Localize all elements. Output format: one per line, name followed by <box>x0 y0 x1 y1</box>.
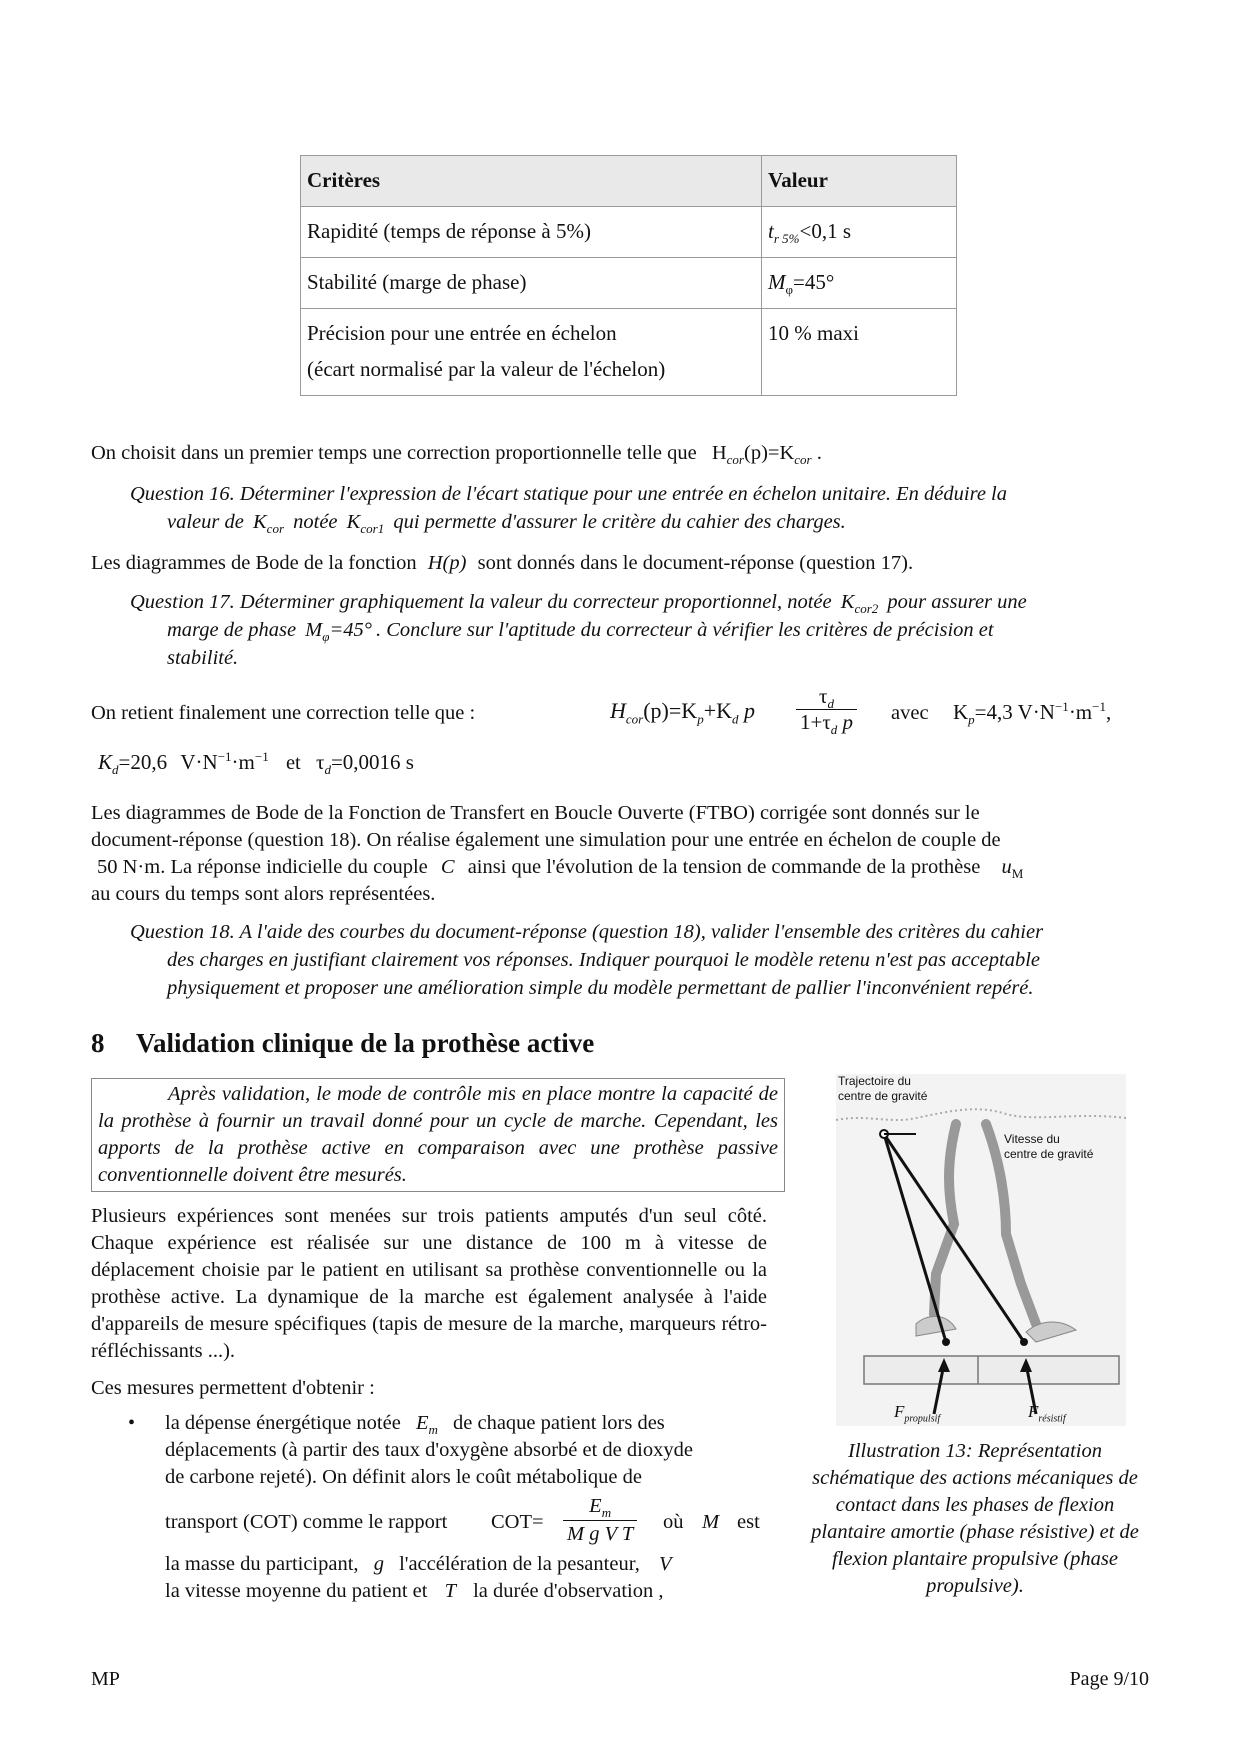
caption-l2: schématique des actions mécaniques de <box>812 1467 1138 1489</box>
cot-den: M g V T <box>567 1523 634 1545</box>
q18-l3: physiquement et proposer une amélioration simple du modèle permettant de pallier l'inconvénient repéré. <box>167 977 1034 999</box>
kdv-exp2: −1 <box>254 749 269 764</box>
left-contact-point <box>942 1338 950 1346</box>
p4-c: C <box>440 856 455 878</box>
f-sub2: cor <box>794 452 812 468</box>
k-sub: cor <box>266 521 285 537</box>
bullet-l1 <box>165 1410 767 1437</box>
criterion-line1: Précision pour une entrée en échelon <box>307 321 617 345</box>
b-l1a: la dépense énergétique notée <box>165 1412 401 1434</box>
b-cot: COT= <box>491 1511 544 1533</box>
b-l5a: la masse du participant, <box>165 1553 359 1575</box>
paragraph-ftbo <box>91 800 1149 908</box>
b-l4b: où <box>663 1511 684 1533</box>
p4-torque: 50 N·m <box>97 856 161 878</box>
kpv-m: ·m <box>1068 700 1093 724</box>
q17-label: Question 17. <box>130 591 235 613</box>
b-em <box>415 1412 438 1438</box>
p2-a: Les diagrammes de Bode de la fonction <box>91 552 417 574</box>
value-rest: =45° <box>793 270 835 294</box>
bullet-l4 <box>165 1491 767 1551</box>
b-l4c: est <box>737 1511 760 1533</box>
footer-left: MP <box>91 1668 120 1690</box>
force-platform <box>864 1356 1119 1384</box>
b-g: g <box>373 1553 384 1575</box>
b-cot-frac <box>563 1493 637 1548</box>
k-var: K <box>252 511 267 533</box>
caption-l3: contact dans les phases de flexion <box>835 1494 1115 1516</box>
fp-sub: propulsif <box>904 1413 941 1425</box>
b-m: M <box>702 1511 720 1533</box>
criteria-table <box>300 155 957 396</box>
b-e: E <box>415 1412 429 1434</box>
intro-text: Après validation, le mode de contrôle mis en place montre la capacité de la prothèse à fournir un travail donné pour un cycle de marche. Cependant, les apports de la prothèse active en comparaison avec une prothèse passive conventionnelle doivent être mesurés. <box>98 1083 778 1186</box>
cf-hsub: cor <box>625 711 644 727</box>
cot-e: E <box>589 1495 602 1517</box>
b-v: V <box>658 1553 672 1575</box>
p2-func: H(p) <box>427 552 467 574</box>
fr-sub: résistif <box>1038 1413 1066 1425</box>
trajectory-line <box>836 1109 1126 1120</box>
bullet-symbol: • <box>128 1412 136 1434</box>
p4-l3 <box>91 854 1149 881</box>
table-cell-value: 10 % maxi <box>762 309 957 396</box>
left-force-line <box>884 1134 946 1342</box>
var-t: t <box>768 219 774 243</box>
kpv-rest: =4,3 V·N <box>974 700 1055 724</box>
cf-h: H <box>610 698 626 723</box>
b-esub: m <box>428 1422 438 1438</box>
kdv-exp1: −1 <box>217 749 232 764</box>
section-number: 8 <box>91 1028 105 1058</box>
criterion-line2: (écart normalisé par la valeur de l'échelon) <box>307 357 666 381</box>
q17-b: pour assurer une <box>887 591 1027 613</box>
kdv-sub: d <box>112 762 119 778</box>
cot-num <box>563 1493 637 1521</box>
b-l1b: de chaque patient lors des <box>453 1412 665 1434</box>
table-cell-criterion <box>301 309 762 396</box>
bullet-l3: de carbone rejeté). On définit alors le coût métabolique de <box>165 1466 642 1488</box>
caption-l5: flexion plantaire propulsive (phase <box>832 1548 1118 1570</box>
p1-formula <box>711 442 822 468</box>
paragraph-correction <box>91 684 1151 740</box>
table-cell-value <box>762 207 957 258</box>
q17-line2 <box>130 616 1149 644</box>
question-18 <box>130 918 1149 1002</box>
caption-l6: propulsive). <box>926 1575 1024 1597</box>
q17-l2a: marge de phase <box>167 619 297 641</box>
trajectory-label <box>838 1074 927 1104</box>
table-cell-value <box>762 258 957 309</box>
kpv-comma: , <box>1105 700 1112 724</box>
p4-l3c: ainsi que l'évolution de la tension de commande de la prothèse <box>467 856 981 878</box>
p3-avec: avec <box>891 702 929 724</box>
intro-box <box>91 1078 785 1192</box>
den-a: 1+τ <box>800 710 831 734</box>
p2-b: sont donnés dans le document-réponse (question 17). <box>477 552 914 574</box>
tau-num: τ <box>819 684 828 708</box>
caption-l1: Illustration 13: Représentation <box>848 1440 1102 1462</box>
b-l4a: transport (COT) comme le rapport <box>165 1511 448 1533</box>
kpv-sub: p <box>968 712 975 728</box>
p4-u: u <box>1001 856 1012 878</box>
b-l5b: l'accélération de la pesanteur, <box>399 1553 640 1575</box>
question-17 <box>130 588 1149 672</box>
frac-num <box>796 684 857 710</box>
q16-k1 <box>346 511 385 537</box>
q16-l2a: valeur de <box>167 511 244 533</box>
cf-plus: +K <box>703 698 732 723</box>
q17-m <box>305 619 372 645</box>
table-cell-criterion: Stabilité (marge de phase) <box>301 258 762 309</box>
f-mid: (p)=K <box>744 442 795 464</box>
cf-kpsub: p <box>697 711 704 727</box>
vit-label-1: Vitesse du <box>1004 1132 1060 1146</box>
den-p: p <box>842 710 854 734</box>
b-l6b: la durée d'observation , <box>473 1580 664 1602</box>
table-row <box>301 309 957 396</box>
q18-l1: A l'aide des courbes du document-réponse (question 18), valider l'ensemble des critères du cahier <box>239 921 1044 943</box>
q17-line3: stabilité. <box>167 647 239 669</box>
bullet-content <box>165 1410 767 1605</box>
tau-num-sub: d <box>827 696 834 712</box>
caption-l4: plantaire amortie (phase résistive) et de <box>811 1521 1139 1543</box>
den-sub: d <box>830 722 838 738</box>
b-l6a: la vitesse moyenne du patient et <box>165 1580 428 1602</box>
table-header-row <box>301 156 957 207</box>
kdv-unit: V·N <box>180 750 218 774</box>
kdv-m: ·m <box>231 750 255 774</box>
section-heading <box>91 1028 594 1059</box>
paragraph-bode <box>91 550 1149 577</box>
tauv-sub: d <box>324 762 331 778</box>
kpv: K <box>953 700 969 724</box>
f-h: H <box>711 442 727 464</box>
frac-den <box>796 710 857 738</box>
table-row <box>301 207 957 258</box>
table-row <box>301 258 957 309</box>
tauv-rest: =0,0016 s <box>330 750 414 774</box>
table-cell-criterion: Rapidité (temps de réponse à 5%) <box>301 207 762 258</box>
left-foot-icon <box>916 1316 956 1336</box>
traj-label-1: Trajectoire du <box>838 1074 911 1088</box>
correction-fraction <box>796 684 857 738</box>
f-sub: cor <box>726 452 744 468</box>
kd-tau-values <box>98 749 414 778</box>
q17-k2 <box>840 591 879 617</box>
table-header-criteria: Critères <box>301 156 762 207</box>
q17-l2b: . Conclure sur l'aptitude du correcteur à vérifier les critères de précision et <box>376 619 994 641</box>
m-rest: =45° <box>329 619 372 641</box>
tauv: τ <box>316 750 325 774</box>
q16-line2 <box>130 508 1149 536</box>
p4-usub: M <box>1011 866 1024 882</box>
b-t: T <box>444 1580 456 1602</box>
gait-diagram <box>836 1074 1126 1426</box>
section-title: Validation clinique de la prothèse active <box>136 1028 595 1058</box>
kpv-exp1: −1 <box>1054 699 1069 714</box>
q17-a: Déterminer graphiquement la valeur du correcteur proportionnel, notée <box>239 591 832 613</box>
q16-l2c: qui permette d'assurer le critère du cahier des charges. <box>393 511 846 533</box>
table-header-value: Valeur <box>762 156 957 207</box>
var-m: M <box>768 270 786 294</box>
bullet-l5 <box>165 1551 767 1578</box>
paragraph-measures: Ces mesures permettent d'obtenir : <box>91 1377 375 1399</box>
paragraph-proportional <box>91 440 1149 467</box>
f-end: . <box>816 442 822 464</box>
bullet-l6 <box>165 1578 767 1605</box>
value-rest: <0,1 s <box>799 219 851 243</box>
paragraph-experiments: Plusieurs expériences sont menées sur trois patients amputés d'un seul côté. Chaque expérience est réalisée sur une distance de 100 m à vitesse de déplacement choisie par le patient en utilisant sa prothèse conventionnelle ou la prothèse active. La dynamique de la marche est également analysée à l'aide d'appareils de mesure spécifiques (tapis de mesure de la marche, marqueurs rétro-réfléchissants ...). <box>91 1205 767 1362</box>
kdv-et: et <box>285 752 301 774</box>
sub-r5: r 5% <box>773 231 800 247</box>
fr: F <box>1028 1402 1039 1421</box>
p3-intro: On retient finalement une correction telle que : <box>91 702 476 724</box>
figure-caption <box>780 1438 1170 1600</box>
kpv-exp2: −1 <box>1092 699 1106 714</box>
velocity-label <box>1004 1132 1093 1162</box>
f-propulsif-label <box>894 1402 941 1425</box>
m-sub: φ <box>322 629 330 645</box>
p4-l2: document-réponse (question 18). On réalise également une simulation pour une entrée en échelon de couple de <box>91 829 1001 851</box>
bullet-l2: déplacements (à partir des taux d'oxygène absorbé et de dioxyde <box>165 1439 693 1461</box>
gait-illustration <box>836 1074 1126 1426</box>
p1-text: On choisit dans un premier temps une correction proportionnelle telle que <box>91 442 697 464</box>
kp-value <box>953 699 1112 728</box>
kdv-rest: =20,6 <box>118 750 168 774</box>
k1-sub: cor1 <box>360 521 385 537</box>
k1-var: K <box>346 511 361 533</box>
q16-l2b: notée <box>293 511 338 533</box>
m-var: M <box>305 619 323 641</box>
cot-esub: m <box>601 1505 612 1521</box>
q16-text: Déterminer l'expression de l'écart statique pour une entrée en échelon unitaire. En déduire la <box>239 483 1007 505</box>
cf-kdsub: d <box>731 711 739 727</box>
p4-l1: Les diagrammes de Bode de la Fonction de Transfert en Boucle Ouverte (FTBO) corrigée sont donnés sur le <box>91 802 980 824</box>
q18-l2: des charges en justifiant clairement vos réponses. Indiquer pourquoi le modèle retenu n'est pas acceptable <box>167 949 1040 971</box>
k2-sub: cor2 <box>854 601 879 617</box>
q18-label: Question 18. <box>130 921 235 943</box>
question-16 <box>130 480 1149 536</box>
sub-phi: φ <box>785 282 794 298</box>
traj-label-2: centre de gravité <box>838 1089 928 1103</box>
f-resistif-label <box>1028 1402 1066 1425</box>
cf-p: p <box>743 698 755 723</box>
page-number: Page 9/10 <box>1069 1668 1149 1690</box>
fp: F <box>894 1402 905 1421</box>
vit-label-2: centre de gravité <box>1004 1147 1094 1161</box>
p4-l3b: . La réponse indicielle du couple <box>160 856 428 878</box>
cf-mid: (p)=K <box>643 698 698 723</box>
correction-formula <box>610 698 755 727</box>
kdv: K <box>98 750 113 774</box>
p4-l4: au cours du temps sont alors représentées. <box>91 883 436 905</box>
k2-var: K <box>840 591 855 613</box>
q16-label: Question 16. <box>130 483 235 505</box>
right-contact-point <box>1020 1338 1028 1346</box>
q16-k <box>252 511 285 537</box>
